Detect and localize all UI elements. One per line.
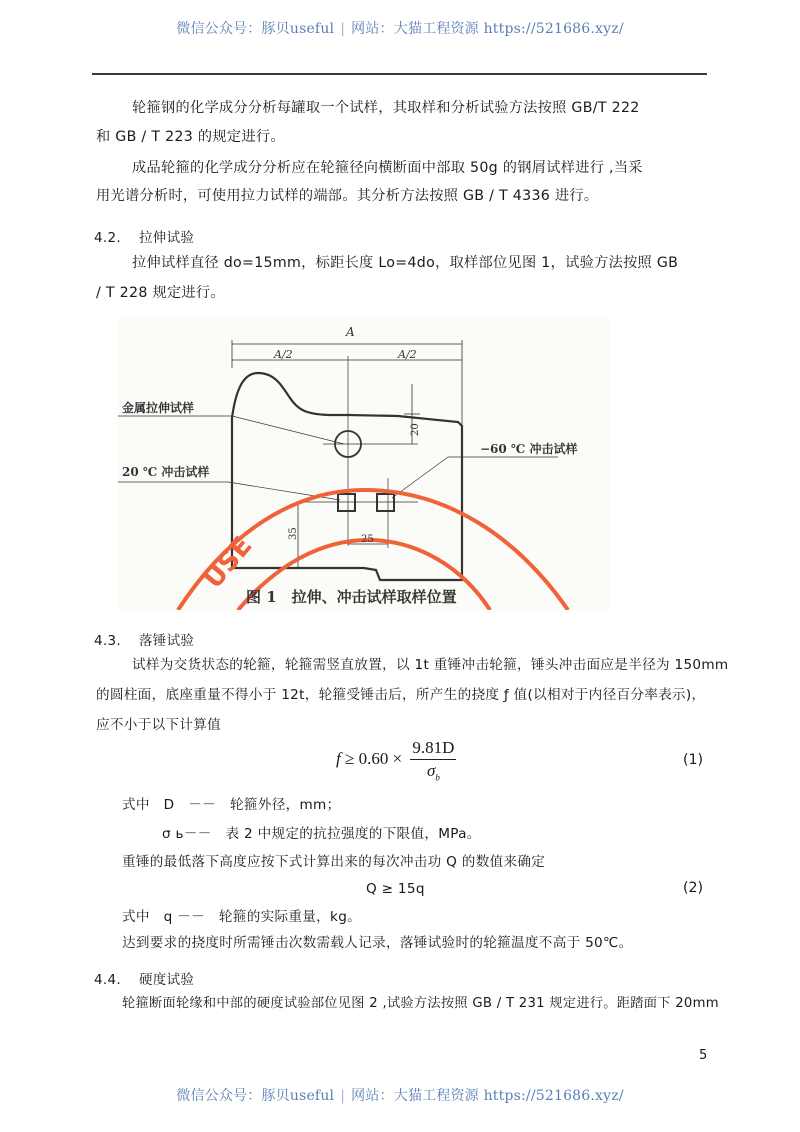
footer-watermark <box>0 1085 800 1105</box>
section-number: 4.3. <box>94 633 121 649</box>
formula-2: Q ≥ 15q <box>366 881 425 897</box>
formula-2-number: (2) <box>683 880 704 896</box>
section-number: 4.4. <box>94 972 121 988</box>
label-impact-minus60c: −60 ℃ 冲击试样 <box>480 442 578 456</box>
section-heading-4-3 <box>94 629 194 649</box>
paragraph-finished-analysis-line2: 用光谱分析时，可使用拉力试样的端部。其分析方法按照 GB / T 4336 进行。 <box>96 188 599 204</box>
paragraph-tensile-line2: / T 228 规定进行。 <box>96 285 225 301</box>
figure-1-sampling-diagram <box>118 318 610 610</box>
where-clause-d: 式中 D －－ 轮箍外径，mm； <box>122 797 341 813</box>
paragraph-chem-analysis-line2: 和 GB / T 223 的规定进行。 <box>96 129 285 145</box>
section-number: 4.2. <box>94 230 121 246</box>
paragraph-drop-weight-line2: 的圆柱面，底座重量不得小于 12t，轮箍受锤击后，所产生的挠度 ƒ 值(以相对于内径百分率表示)， <box>96 687 706 703</box>
dim-half-right-label: A/2 <box>398 348 417 361</box>
stamp-text: USE <box>198 531 259 595</box>
header-watermark <box>0 18 800 38</box>
paragraph-drop-weight-line3: 应不小于以下计算值 <box>96 717 222 733</box>
section-title: 拉伸试验 <box>138 230 195 246</box>
watermark-separator: | <box>340 21 346 37</box>
paragraph-hammer-height: 重锤的最低落下高度应按下式计算出来的每次冲击功 Q 的数值来确定 <box>122 854 546 870</box>
watermark-account: 微信公众号：豚贝useful <box>176 1088 335 1104</box>
dim-a-label: A <box>346 325 355 339</box>
dim-half-left-label: A/2 <box>274 348 293 361</box>
dim-25-label: 25 <box>361 534 374 545</box>
paragraph-hardness-line1: 轮箍断面轮缘和中部的硬度试验部位见图 2 ,试验方法按照 GB / T 231 规定进行。距踏面下 20mm <box>122 996 719 1011</box>
formula-1-operator: ≥ 0.60 × <box>344 749 403 769</box>
paragraph-record-blows: 达到要求的挠度时所需锤击次数需载人记录，落锤试验时的轮箍温度不高于 50℃。 <box>122 935 633 951</box>
dim-35-label: 35 <box>288 527 299 540</box>
section-heading-4-2 <box>94 226 194 246</box>
formula-1-numerator: 9.81D <box>410 738 456 760</box>
label-impact-20c: 20 ℃ 冲击试样 <box>122 465 210 479</box>
header-rule <box>92 73 707 75</box>
watermark-account: 微信公众号：豚贝useful <box>176 21 335 37</box>
formula-1-lhs: f <box>336 749 341 769</box>
label-tensile-specimen: 金属拉伸试样 <box>122 401 195 415</box>
figure-1-caption: 图 1 拉伸、冲击试样取样位置 <box>246 588 457 606</box>
watermark-site-link[interactable]: 网站：大猫工程资源 https://521686.xyz/ <box>351 1088 624 1104</box>
paragraph-tensile-line1: 拉伸试样直径 do=15mm，标距长度 Lo=4do，取样部位见图 1，试验方法按照 GB <box>132 255 679 271</box>
dim-20-label: 20 <box>410 423 421 436</box>
formula-1 <box>336 738 456 782</box>
paragraph-finished-analysis-line1: 成品轮箍的化学成分分析应在轮箍径向横断面中部取 50g 的钢屑试样进行 ,当采 <box>132 160 643 176</box>
formula-1-denominator: $\sigma_b$ <box>426 761 440 783</box>
formula-1-number: (1) <box>683 752 704 768</box>
watermark-site-link[interactable]: 网站：大猫工程资源 https://521686.xyz/ <box>351 21 624 37</box>
paragraph-chem-analysis-line1: 轮箍钢的化学成分分析每罐取一个试样，其取样和分析试验方法按照 GB/T 222 <box>132 100 640 116</box>
section-heading-4-4 <box>94 968 194 988</box>
where-clause-q: 式中 q －－ 轮箍的实际重量，kg。 <box>122 909 362 925</box>
paragraph-drop-weight-line1: 试样为交货状态的轮箍，轮箍需竖直放置，以 1t 重锤冲击轮箍，锤头冲击面应是半径为 150mm <box>132 657 729 673</box>
section-title: 落锤试验 <box>138 633 195 649</box>
section-title: 硬度试验 <box>138 972 195 988</box>
watermark-separator: | <box>340 1088 346 1104</box>
formula-1-fraction <box>410 738 456 782</box>
page-number: 5 <box>699 1048 708 1063</box>
where-clause-sigma-b: σ ь－－ 表 2 中规定的抗拉强度的下限值，MPa。 <box>162 826 481 842</box>
